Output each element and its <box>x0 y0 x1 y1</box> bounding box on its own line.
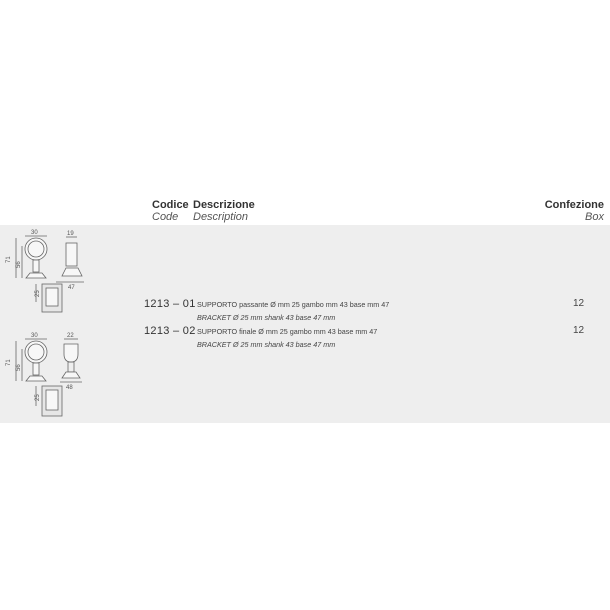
dim-label-2-d2: 71 <box>6 359 12 366</box>
product-box-quantity: 12 <box>573 325 585 336</box>
column-header-box <box>545 199 604 223</box>
dim-label-1-d5: 47 <box>68 285 75 291</box>
product-description-it: SUPPORTO passante Ø mm 25 gambo mm 43 base mm 47 <box>197 300 390 309</box>
column-header-description <box>193 199 255 223</box>
dim-label-1-d6: 25 <box>35 290 41 297</box>
dim-label-2-d5: 48 <box>66 385 73 391</box>
product-box-quantity: 12 <box>573 298 585 309</box>
dim-label-1-d1: 30 <box>31 230 38 236</box>
dim-label-2-d1: 30 <box>31 333 38 339</box>
dim-label-1-d3: 56 <box>16 261 22 268</box>
header-desc-en: Description <box>193 211 249 223</box>
product-description-en: BRACKET Ø 25 mm shank 43 base 47 mm <box>197 340 336 349</box>
dim-label-2-d3: 56 <box>16 364 22 371</box>
header-code-it: Codice <box>152 199 189 211</box>
product-description-en: BRACKET Ø 25 mm shank 43 base 47 mm <box>197 313 336 322</box>
dim-label-1-d4: 19 <box>67 231 74 237</box>
dim-label-2-d4: 22 <box>67 333 74 339</box>
header-code-en: Code <box>152 211 179 223</box>
bracket-drawing-2 <box>0 330 110 422</box>
dim-label-2-d6: 25 <box>35 394 41 401</box>
product-description-it: SUPPORTO finale Ø mm 25 gambo mm 43 base mm 47 <box>197 327 378 336</box>
product-code: 1213 – 01 <box>144 298 196 310</box>
bracket-drawing-1 <box>0 226 110 318</box>
header-box-en: Box <box>585 211 604 223</box>
product-code: 1213 – 02 <box>144 325 196 337</box>
header-desc-it: Descrizione <box>193 199 255 211</box>
header-box-it: Confezione <box>544 199 604 211</box>
column-header-code <box>152 199 189 223</box>
dim-label-1-d2: 71 <box>6 256 12 263</box>
